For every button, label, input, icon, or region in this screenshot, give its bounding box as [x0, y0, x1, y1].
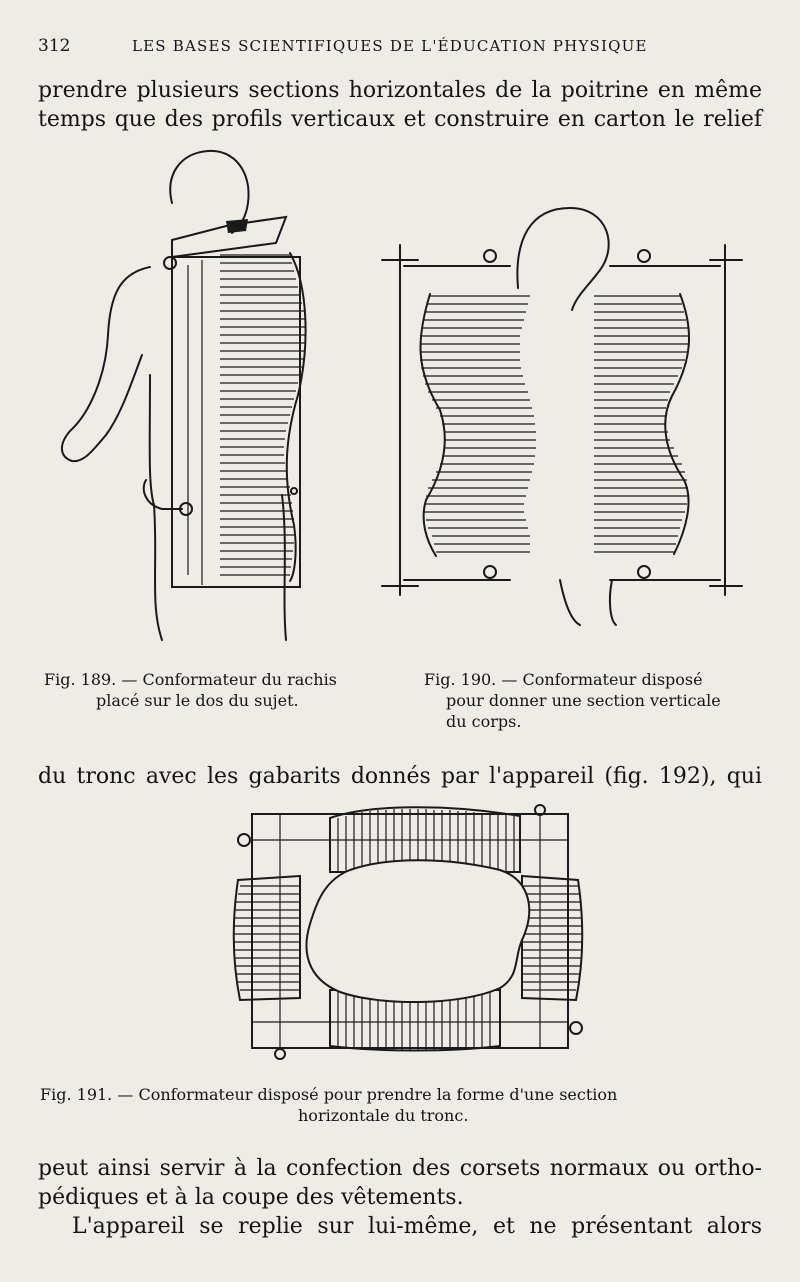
page-number: 312: [38, 36, 71, 56]
caption-text: horizontale du tronc.: [298, 1106, 469, 1125]
figure-number: Fig. 191.: [40, 1085, 113, 1104]
caption-text: du corps.: [446, 712, 522, 731]
running-header: [38, 36, 762, 60]
text-line: prendre plusieurs sections horizontales de la poitrine en même: [38, 78, 762, 103]
paragraph-closing: [38, 1154, 762, 1241]
running-title: LES BASES SCIENTIFIQUES DE L'ÉDUCATION PHYSIQUE: [132, 37, 648, 55]
caption-text: — Conformateur disposé: [501, 670, 703, 689]
caption-text: placé sur le dos du sujet.: [96, 691, 299, 710]
text-line: du tronc avec les gabarits donnés par l'appareil (fig. 192), qui: [38, 764, 762, 789]
caption-text: — Conformateur du rachis: [121, 670, 337, 689]
text-line: temps que des profils verticaux et construire en carton le relief: [38, 107, 762, 132]
text-line: peut ainsi servir à la confection des corsets normaux ou ortho-: [38, 1156, 762, 1181]
paragraph-intro: [38, 76, 762, 134]
figure-189-illustration: [50, 145, 370, 650]
text-line: L'appareil se replie sur lui-même, et ne présentant alors: [72, 1214, 762, 1239]
figure-190-caption: [424, 669, 769, 732]
figure-191-caption: [40, 1084, 765, 1126]
paragraph-continuation: [38, 762, 762, 791]
figure-number: Fig. 189.: [44, 670, 117, 689]
caption-text: pour donner une section verticale: [446, 691, 721, 710]
text-line: pédiques et à la coupe des vêtements.: [38, 1185, 464, 1210]
caption-text: — Conformateur disposé pour prendre la forme d'une section: [117, 1085, 618, 1104]
figure-190-illustration: [380, 200, 760, 630]
figure-191-illustration: [230, 800, 590, 1065]
figure-number: Fig. 190.: [424, 670, 497, 689]
figure-189-caption: [44, 669, 404, 711]
